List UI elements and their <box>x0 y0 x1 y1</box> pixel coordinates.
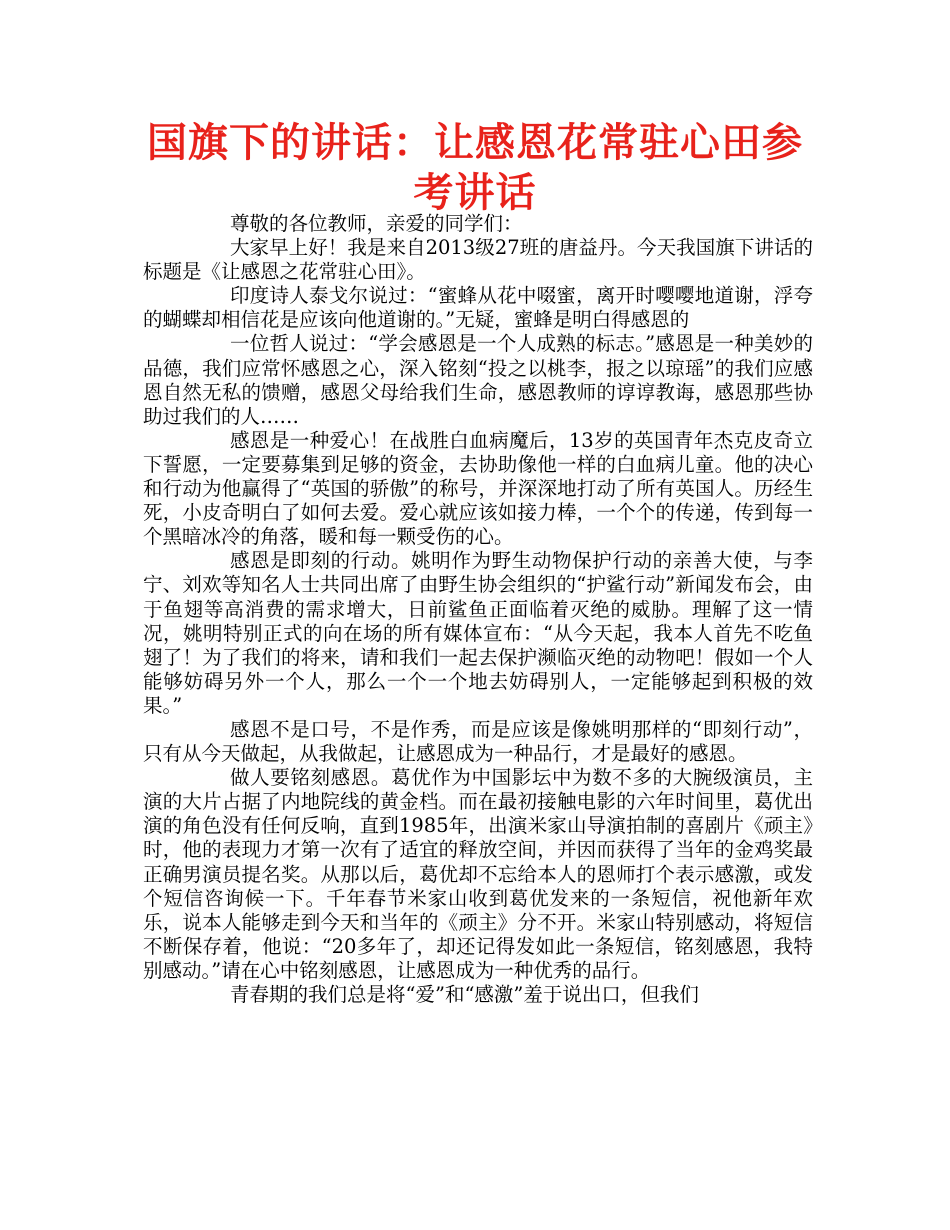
body-paragraph: 一位哲人说过：“学会感恩是一个人成熟的标志。”感恩是一种美妙的品德，我们应常怀感恩之心，深入铭刻“投之以桃李，报之以琼瑶”的我们应感恩自然无私的馈赠，感恩父母给我们生命，感恩教师的谆谆教诲，感恩那些协助过我们的人…… <box>143 332 813 428</box>
salutation-paragraph: 尊敬的各位教师，亲爱的同学们： <box>230 212 523 235</box>
body-paragraph: 感恩不是口号，不是作秀，而是应该是像姚明那样的“即刻行动”，只有从今天做起，从我做起，让感恩成为一种品行，才是最好的感恩。 <box>143 717 813 766</box>
body-paragraph: 青春期的我们总是将“爱”和“感激”羞于说出口，但我们 <box>230 983 699 1006</box>
body-paragraph: 感恩是一种爱心！在战胜白血病魔后，13岁的英国青年杰克皮奇立下誓愿，一定要募集到足够的资金，去协助像他一样的白血病儿童。他的决心和行动为他赢得了“英国的骄傲”的称号，并深深地打动了所有英国人。历经生死，小皮奇明白了如何去爱。爱心就应该如接力棒，一个个的传递，传到每一个黑暗冰冷的角落，暖和每一颗受伤的心。 <box>143 428 813 549</box>
body-paragraph: 大家早上好！我是来自2013级27班的唐益丹。今天我国旗下讲话的标题是《让感恩之花常驻心田》。 <box>143 236 813 284</box>
document-body <box>143 212 813 1007</box>
body-paragraph: 感恩是即刻的行动。姚明作为野生动物保护行动的亲善大使，与李宁、刘欢等知名人士共同出席了由野生协会组织的“护鲨行动”新闻发布会，由于鱼翅等高消费的需求增大，日前鲨鱼正面临着灭绝的威胁。理解了这一情况，姚明特别正式的向在场的所有媒体宣布：“从今天起，我本人首先不吃鱼翅了！为了我们的将来，请和我们一起去保护濒临灭绝的动物吧！假如一个人能够妨碍另外一个人，那么一个一个地去妨碍别人，一定能够起到积极的效果。” <box>143 549 813 717</box>
document-title: 国旗下的讲话：让感恩花常驻心田参考讲话 <box>147 120 803 216</box>
body-paragraph: 做人要铭刻感恩。葛优作为中国影坛中为数不多的大腕级演员，主演的大片占据了内地院线的黄金档。而在最初接触电影的六年时间里，葛优出演的角色没有任何反响，直到1985年，出演米家山导演拍制的喜剧片《顽主》时，他的表现力才第一次有了适宜的释放空间，并因而获得了当年的金鸡奖最正确男演员提名奖。从那以后，葛优却不忘给本人的恩师打个表示感激，或发个短信咨询候一下。千年春节米家山收到葛优发来的一条短信，祝他新年欢乐，说本人能够走到今天和当年的《顽主》分不开。米家山特别感动，将短信不断保存着，他说：“20多年了，却还记得发如此一条短信，铭刻感恩，我特别感动。”请在心中铭刻感恩，让感恩成为一种优秀的品行。 <box>143 766 813 982</box>
body-paragraph: 印度诗人泰戈尔说过：“蜜蜂从花中啜蜜，离开时嘤嘤地道谢，浮夸的蝴蝶却相信花是应该向他道谢的。”无疑，蜜蜂是明白得感恩的 <box>143 284 813 332</box>
